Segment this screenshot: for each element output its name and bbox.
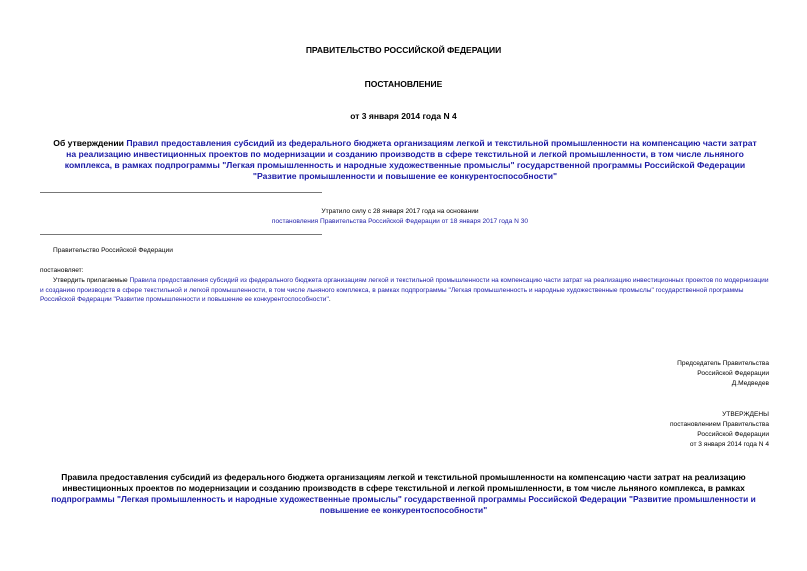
approval-block bbox=[670, 410, 769, 450]
subprogram-link[interactable]: подпрограммы "Легкая промышленность и народные художественные промыслы" государственной программы Российской Федерации "Развитие промышленности и повышение ее конкурентоспособности" bbox=[51, 494, 756, 515]
document-type-heading: ПОСТАНОВЛЕНИЕ bbox=[364, 79, 443, 89]
subject-paragraph: Правительство Российской Федерации bbox=[53, 247, 173, 254]
lost-force-note bbox=[150, 207, 650, 227]
document-title bbox=[50, 138, 760, 182]
lost-force-text: Утратило силу с 28 января 2017 года на основании bbox=[321, 208, 479, 215]
signature-position: Председатель Правительства bbox=[677, 360, 769, 367]
rules-title bbox=[35, 472, 772, 516]
decree-item-prefix: Утвердить прилагаемые bbox=[53, 277, 128, 284]
approval-heading: УТВЕРЖДЕНЫ bbox=[722, 411, 769, 418]
top-divider bbox=[40, 192, 322, 193]
rules-title-text: Правила предоставления субсидий из федерального бюджета организациям легкой и текстильной промышленности на компенсацию части затрат на реализацию инвестиционных проектов по модернизации и созданию производств в сфере текстильной и легкой промышленности, в том числе льняного комплекса, в рамках bbox=[61, 472, 746, 493]
approval-line-3: Российской Федерации bbox=[697, 431, 769, 438]
signature-block bbox=[677, 359, 769, 389]
signature-name: Д.Медведев bbox=[731, 380, 769, 387]
lost-force-link[interactable]: постановления Правительства Российской Федерации от 18 января 2017 года N 30 bbox=[271, 218, 529, 225]
title-prefix: Об утверждении bbox=[53, 138, 124, 148]
decrees-paragraph: постановляет: bbox=[40, 267, 84, 274]
decree-item-paragraph bbox=[40, 276, 770, 305]
rules-link[interactable]: Правила предоставления субсидий из федерального бюджета организациям легкой и текстильной промышленности на компенсацию части затрат на реализацию инвестиционных проектов по модернизации и созданию производств в сфере текстильной и легкой промышленности, в том числе льняного комплекса, в рамках подпрограммы "Легкая промышленность и народные художественные промыслы" государственной программы Российской Федерации "Развитие промышленности и повышение ее конкурентоспособности" bbox=[40, 277, 769, 303]
decree-item-suffix: . bbox=[328, 296, 331, 303]
approval-line-2: постановлением Правительства bbox=[669, 421, 769, 428]
signature-country: Российской Федерации bbox=[697, 370, 769, 377]
title-link[interactable]: Правил предоставления субсидий из федерального бюджета организациям легкой и текстильной промышленности на компенсацию части затрат на реализацию инвестиционных проектов по модернизации и созданию производств в сфере текстильной и легкой промышленности, в том числе льняного комплекса, в рамках подпрограммы "Легкая промышленность и народные художественные промыслы" государственной программы Российской Федерации "Развитие промышленности и повышение ее конкурентоспособности" bbox=[64, 138, 757, 181]
bottom-divider bbox=[40, 234, 322, 235]
document-date-heading: от 3 января 2014 года N 4 bbox=[350, 111, 457, 121]
government-heading: ПРАВИТЕЛЬСТВО РОССИЙСКОЙ ФЕДЕРАЦИИ bbox=[305, 45, 502, 55]
approval-date: от 3 января 2014 года N 4 bbox=[689, 441, 769, 448]
